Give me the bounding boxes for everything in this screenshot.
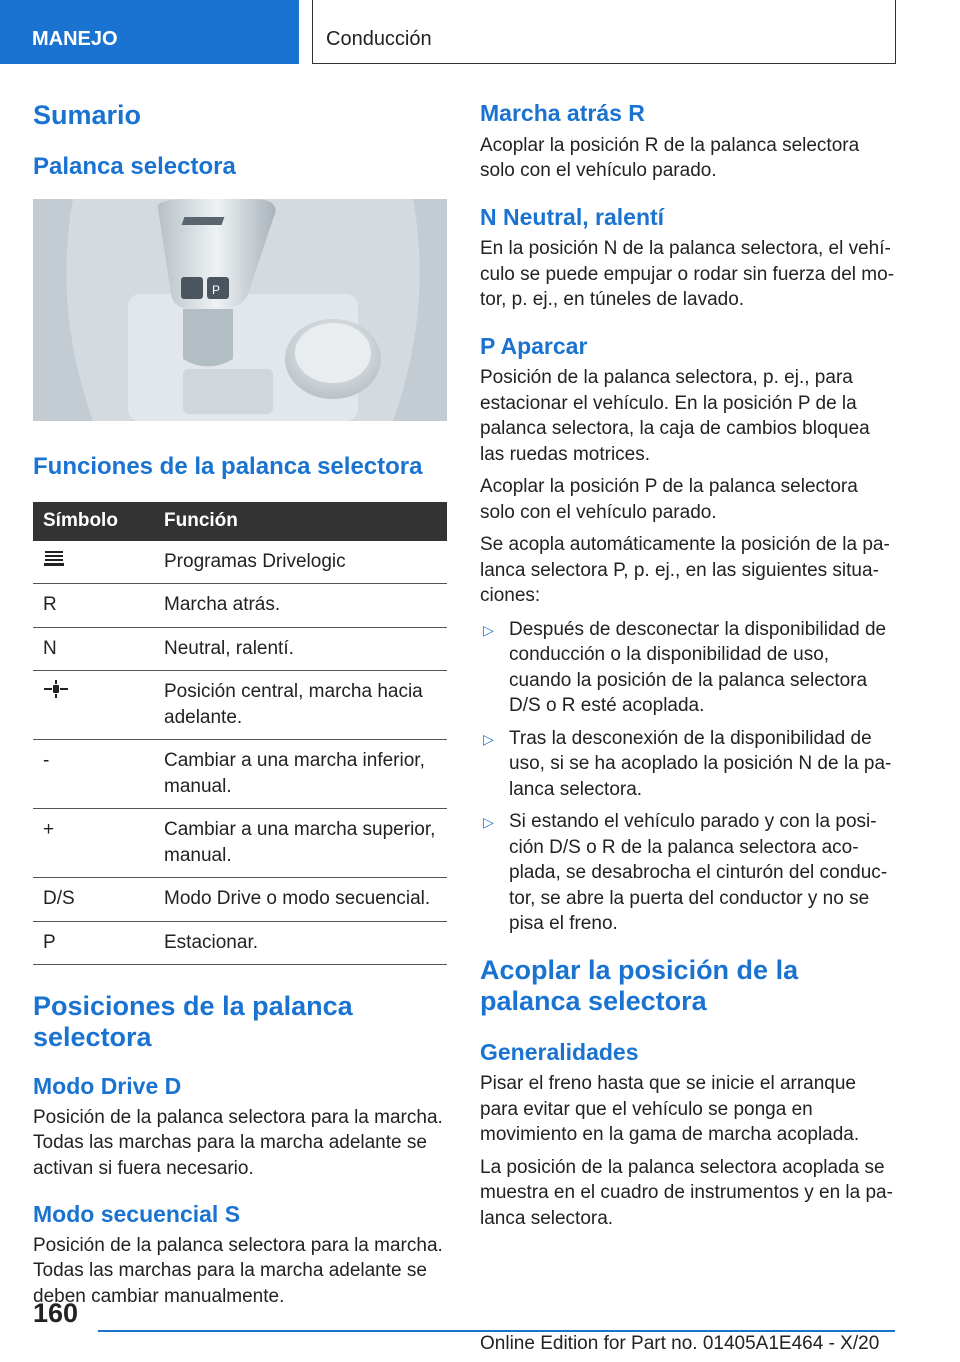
reverse-text: Acoplar la posición R de la palanca selectora solo con el vehículo parado. [480, 134, 860, 182]
neutral-heading: N Neutral, ralentí [480, 203, 665, 230]
general-text-1: Pisar el freno hasta que se inicie el arranque para evitar que el vehículo se ponga en movimiento en la gama de marcha acoplada. [480, 1073, 860, 1146]
table-cell-symbol [33, 671, 154, 740]
right-column [480, 100, 896, 1231]
table-cell-function: Cambiar a una marcha inferior, manual. [154, 740, 447, 809]
list-item-text: Después de desconectar la disponibilidad de conducción o la disponibilidad de uso, cuando la posición de la palanca selectora D/S o R esté acoplada. [509, 618, 887, 717]
footer-divider [98, 1330, 895, 1332]
table-cell-symbol [33, 541, 154, 584]
sequential-mode-text: Posición de la palanca selectora para la marcha. Todas las marchas para la marcha adelante se deben cambiar manualmente. [33, 1234, 443, 1307]
engage-heading: Acoplar la posición de la palanca selectora [480, 954, 799, 1016]
section-tab: MANEJO [0, 0, 299, 64]
list-item [480, 726, 896, 803]
table-cell-function: Estacionar. [154, 921, 447, 965]
table-cell-function: Neutral, ralentí. [154, 627, 447, 671]
footer-edition: Online Edition for Part no. 01405A1E464 - X/20 [480, 1333, 880, 1354]
page-number: 160 [33, 1298, 79, 1328]
park-text-3: Se acopla automáticamente la posición de la palanca selectora P, p. ej., en las siguientes situaciones: [480, 534, 890, 607]
table-cell-function: Programas Drivelogic [154, 541, 447, 584]
list-item [480, 809, 896, 937]
table-header-row [33, 502, 447, 541]
chapter-title: Conducción [312, 0, 896, 64]
table-cell-function: Marcha atrás. [154, 584, 447, 628]
positions-heading: Posiciones de la palanca selectora [33, 991, 353, 1053]
table-header-symbol: Símbolo [33, 502, 154, 541]
drive-mode-text: Posición de la palanca selectora para la marcha. Todas las marchas para la marcha adelante se activan si fuera necesario. [33, 1106, 443, 1179]
triangle-bullet-icon: ▷ [483, 730, 494, 747]
table-cell-symbol: P [33, 921, 154, 965]
table-row [33, 627, 447, 671]
left-column [33, 100, 447, 1309]
table-row [33, 584, 447, 628]
sequential-mode-heading: Modo secuencial S [33, 1201, 241, 1228]
neutral-text: En la posición N de la palanca selectora, el vehículo se puede empujar o rodar sin fuerza del motor, p. ej., en túneles de lavado. [480, 238, 895, 311]
table-row [33, 809, 447, 878]
table-row [33, 671, 447, 740]
table-row [33, 740, 447, 809]
list-item-text: Si estando el vehículo parado y con la posición D/S o R de la palanca selectora acoplada, se desabrocha el cinturón del conductor, se abre la puerta del conductor y no se pisa el freno. [509, 811, 888, 935]
park-text-1: Posición de la palanca selectora, p. ej., para estacionar el vehículo. En la posición P de la palanca selectora, la caja de cambios bloquea las ruedas motrices. [480, 367, 870, 465]
triangle-bullet-icon: ▷ [483, 621, 494, 638]
table-cell-symbol: - [33, 740, 154, 809]
triangle-bullet-icon: ▷ [483, 814, 494, 831]
table-cell-function: Modo Drive o modo secuencial. [154, 878, 447, 922]
table-row [33, 878, 447, 922]
auto-park-list [480, 617, 896, 937]
park-heading: P Aparcar [480, 332, 588, 359]
table-cell-symbol: + [33, 809, 154, 878]
drive-mode-heading: Modo Drive D [33, 1073, 182, 1100]
reverse-heading: Marcha atrás R [480, 100, 645, 126]
table-cell-symbol: R [33, 584, 154, 628]
selector-lever-photo [33, 199, 447, 421]
section-title: Sumario [33, 100, 142, 130]
center-position-icon [43, 679, 69, 699]
drivelogic-icon [43, 549, 65, 567]
table-cell-symbol: D/S [33, 878, 154, 922]
table-cell-function: Cambiar a una marcha superior, manual. [154, 809, 447, 878]
table-header-function: Función [154, 502, 447, 541]
list-item-text: Tras la desconexión de la disponibilidad de uso, si se ha acoplado la posición N de la palanca selectora. [509, 727, 892, 800]
functions-heading: Funciones de la palanca selectora [33, 452, 423, 480]
general-text-2: La posición de la palanca selectora acoplada se muestra en el cuadro de instrumentos y en la palanca selectora. [480, 1156, 893, 1229]
selector-lever-illustration [33, 199, 447, 421]
general-heading: Generalidades [480, 1038, 639, 1065]
subsection-title: Palanca selectora [33, 153, 236, 181]
table-cell-symbol: N [33, 627, 154, 671]
table-row [33, 541, 447, 584]
table-cell-function: Posición central, marcha hacia adelante. [154, 671, 447, 740]
svg-text:P: P [212, 282, 221, 297]
park-text-2: Acoplar la posición P de la palanca selectora solo con el vehículo parado. [480, 476, 858, 523]
table-row [33, 921, 447, 965]
functions-table [33, 502, 447, 966]
list-item [480, 617, 896, 719]
